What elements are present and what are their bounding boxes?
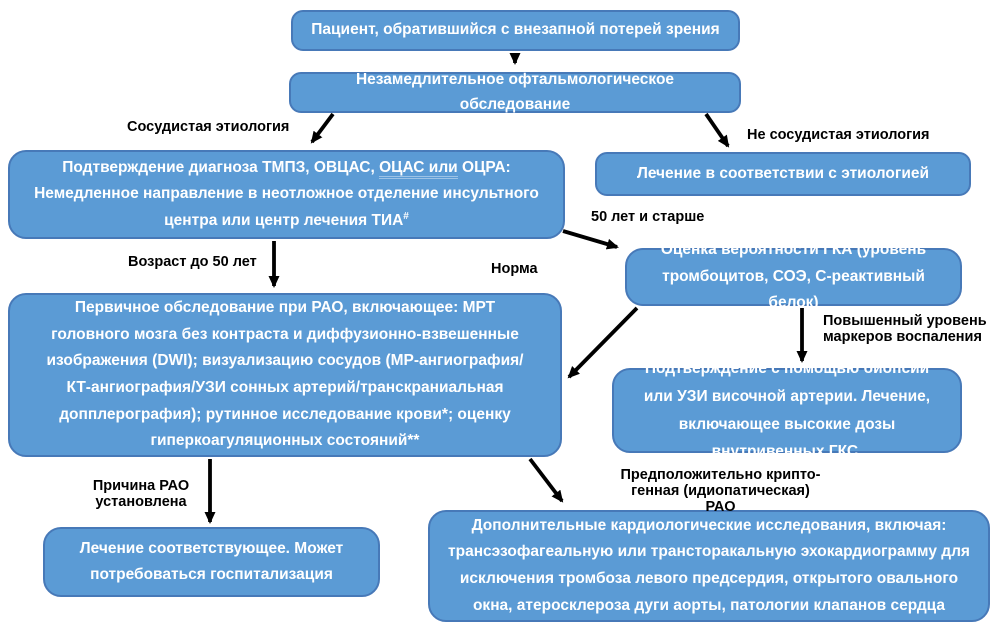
label-vascular-etiology: Сосудистая этиология [127, 119, 290, 135]
exam-box [289, 72, 741, 113]
gca-assessment-box [625, 241, 962, 312]
confirm-text-footnote-mark: # [403, 210, 409, 222]
label-elevated-markers: Повышенный уровень маркеров воспаления [823, 313, 987, 346]
primary-workup-text: Первичное обследование при РАО, включающее: МРТ головного мозга без контраста и диффузионно-взвешенные изображения (DWI); визуализацию сосудов (МР-ангиография/КТ-ангиография/УЗИ сонных артерий/транскраниальная допплерография); рутинное исследование крови*; оценку гиперкоагуляционных состояний** [46, 299, 524, 450]
confirm-text-bold: Немедленное [34, 185, 139, 203]
arrow-primary-to-cardio [530, 459, 562, 501]
exam-box-text: Незамедлительное офтальмологическое обследование [355, 70, 675, 113]
arrow-confirm-to-gca [563, 231, 617, 247]
cardio-workup-box [428, 510, 990, 622]
label-cryptogenic: Предположительно крипто-генная (идиопатическая) РАО [620, 467, 821, 516]
vascular-confirm-box [8, 150, 565, 239]
arrow-gca-to-primary-norma [569, 308, 637, 377]
gca-assessment-text: Оценка вероятности ГКА (уровень тромбоцитов, СОЭ, С-реактивный белок) [660, 241, 927, 312]
confirm-text-part2: ОЦРА: [457, 158, 511, 176]
label-age-under-50: Возраст до 50 лет [128, 254, 257, 270]
biopsy-box [612, 360, 962, 461]
arrow-exam-to-etiology [706, 114, 728, 146]
etiology-treatment-text: Лечение в соответствии с этиологией [636, 164, 930, 182]
label-non-vascular-etiology: Не сосудистая этиология [747, 127, 930, 143]
primary-workup-box [8, 293, 562, 457]
arrow-exam-to-confirm [312, 114, 333, 142]
patient-box [291, 10, 740, 51]
treatment-hospitalization-text: Лечение соответствующее. Может потребоваться госпитализация [79, 539, 344, 583]
confirm-text-part3: направление в неотложное отделение инсультного центра или центр лечения ТИА [138, 185, 539, 229]
label-normal: Норма [491, 261, 538, 277]
cardio-workup-text: Дополнительные кардиологические исследования, включая: трансэзофагеальную или трансторакальную эхокардиограмму для исключения тромбоза левого предсердия, открытого овального окна, атеросклероза дуги аорты, патологии клапанов сердца [448, 516, 970, 614]
etiology-treatment-box [595, 152, 971, 196]
vascular-confirm-text [26, 155, 547, 234]
biopsy-text: Подтверждение с помощью биопсии или УЗИ височной артерии. Лечение, включающее высокие дозы внутривенных ГКС. [643, 360, 931, 461]
patient-box-text: Пациент, обратившийся с внезапной потерей зрения [311, 21, 720, 39]
label-age-50-plus: 50 лет и старше [591, 209, 705, 225]
treatment-hospitalization-box [43, 527, 380, 597]
confirm-text-underlined: ОЦАС или [379, 159, 458, 179]
confirm-text-part1: Подтверждение диагноза ТМПЗ, ОВЦАС, [62, 158, 380, 176]
label-cause-found: Причина РАО установлена [92, 478, 190, 511]
